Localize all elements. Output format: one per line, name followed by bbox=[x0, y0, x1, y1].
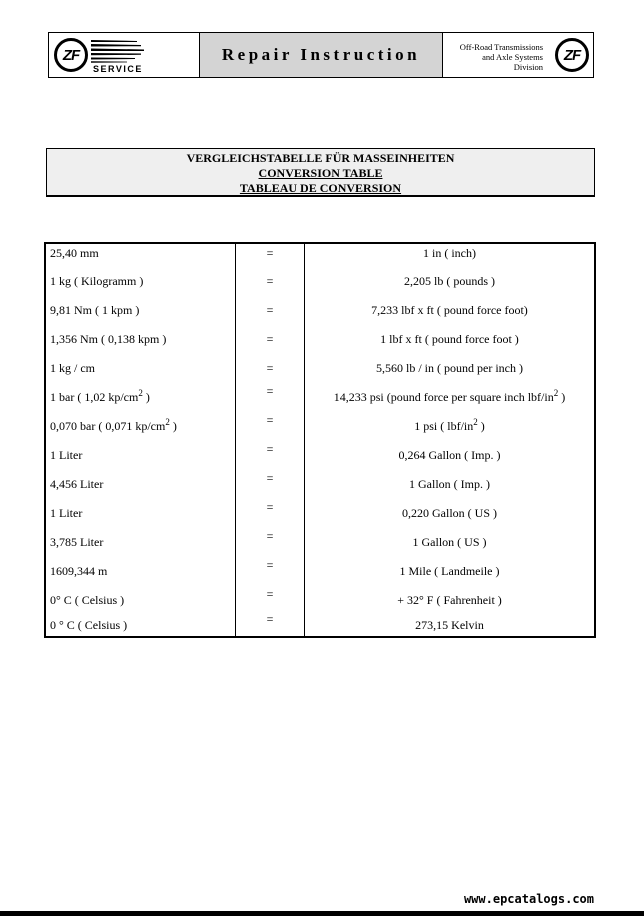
unit-right: 1 lbf x ft ( pound force foot ) bbox=[380, 331, 519, 346]
table-row bbox=[45, 469, 595, 498]
unit-left bbox=[45, 411, 236, 440]
unit-left: 0° C ( Celsius ) bbox=[45, 585, 236, 614]
superscript: 2 bbox=[138, 387, 143, 398]
unit-text: ) bbox=[142, 389, 150, 404]
unit-left: 1,356 Nm ( 0,138 kpm ) bbox=[45, 324, 236, 353]
equals-text: = bbox=[266, 586, 274, 601]
unit-text: ) bbox=[558, 389, 566, 404]
unit-right: 0,220 Gallon ( US ) bbox=[402, 505, 497, 520]
unit-left: 3,785 Liter bbox=[45, 527, 236, 556]
table-row bbox=[45, 324, 595, 353]
equals-sign bbox=[236, 498, 305, 527]
equals-text: = bbox=[266, 528, 274, 543]
unit-left: 1 Liter bbox=[45, 498, 236, 527]
table-row bbox=[45, 411, 595, 440]
table-row bbox=[45, 266, 595, 295]
equals-sign: = bbox=[236, 266, 305, 295]
document-title: Repair Instruction bbox=[200, 33, 443, 77]
equals-sign bbox=[236, 527, 305, 556]
footer-rule bbox=[0, 911, 644, 916]
equals-sign bbox=[236, 614, 305, 637]
equals-sign bbox=[236, 411, 305, 440]
table-row bbox=[45, 353, 595, 382]
table-row bbox=[45, 382, 595, 411]
equals-text: = bbox=[266, 470, 274, 485]
page-header bbox=[48, 32, 594, 78]
equals-sign bbox=[236, 585, 305, 614]
unit-right: 1 Mile ( Landmeile ) bbox=[399, 563, 500, 578]
table-row bbox=[45, 614, 595, 637]
conversion-title-box bbox=[46, 148, 595, 197]
unit-right: 5,560 lb / in ( pound per inch ) bbox=[376, 360, 523, 375]
division-line: and Axle Systems bbox=[482, 52, 543, 62]
unit-left: 25,40 mm bbox=[45, 243, 236, 266]
equals-sign bbox=[236, 469, 305, 498]
table-row bbox=[45, 295, 595, 324]
division-text bbox=[460, 42, 543, 72]
unit-text: ) bbox=[477, 418, 485, 433]
unit-text: 0,070 bar ( 0,071 kp/cm bbox=[50, 418, 166, 433]
service-label: SERVICE bbox=[93, 64, 143, 74]
unit-left: 0 ° C ( Celsius ) bbox=[45, 614, 236, 637]
unit-right: 273,15 Kelvin bbox=[415, 618, 484, 632]
title-english: CONVERSION TABLE bbox=[258, 166, 383, 180]
equals-text: = bbox=[266, 441, 274, 456]
equals-text: = bbox=[266, 412, 274, 427]
unit-left: 1 kg ( Kilogramm ) bbox=[45, 266, 236, 295]
division-block bbox=[443, 33, 593, 77]
unit-right: 1 Gallon ( US ) bbox=[412, 534, 487, 549]
equals-text: = bbox=[266, 383, 274, 398]
equals-sign: = bbox=[236, 353, 305, 382]
unit-text: 1 psi ( lbf/in bbox=[414, 418, 474, 433]
conversion-table bbox=[44, 242, 596, 638]
zf-logo-icon: ZF bbox=[555, 38, 589, 72]
unit-text: 14,233 psi (pound force per square inch lbf/in bbox=[333, 389, 554, 404]
unit-left bbox=[45, 382, 236, 411]
equals-text: = bbox=[266, 557, 274, 572]
unit-left: 1609,344 m bbox=[45, 556, 236, 585]
unit-right bbox=[305, 411, 596, 440]
equals-sign: = bbox=[236, 295, 305, 324]
table-row bbox=[45, 556, 595, 585]
division-line: Division bbox=[513, 62, 543, 72]
superscript: 2 bbox=[553, 387, 559, 398]
unit-right: 7,233 lbf x ft ( pound force foot) bbox=[371, 302, 528, 317]
equals-sign: = bbox=[236, 243, 305, 266]
table-row bbox=[45, 585, 595, 614]
unit-text: 1 bar ( 1,02 kp/cm bbox=[50, 389, 139, 404]
footer-url: www.epcatalogs.com bbox=[463, 892, 594, 906]
equals-text: = bbox=[266, 612, 274, 626]
zf-service-logo bbox=[49, 33, 200, 77]
unit-right: + 32° F ( Fahrenheit ) bbox=[397, 592, 502, 607]
division-line: Off-Road Transmissions bbox=[459, 42, 543, 52]
equals-sign bbox=[236, 440, 305, 469]
unit-right: 1 in ( inch) bbox=[423, 246, 476, 260]
unit-text: ) bbox=[169, 418, 177, 433]
equals-sign: = bbox=[236, 324, 305, 353]
unit-right: 0,264 Gallon ( Imp. ) bbox=[398, 447, 501, 462]
equals-text: = bbox=[266, 499, 274, 514]
equals-sign bbox=[236, 382, 305, 411]
title-french: TABLEAU DE CONVERSION bbox=[239, 181, 402, 195]
unit-left: 4,456 Liter bbox=[45, 469, 236, 498]
superscript: 2 bbox=[165, 416, 170, 427]
speed-stripes-icon bbox=[91, 39, 145, 63]
equals-sign bbox=[236, 556, 305, 585]
table-row bbox=[45, 440, 595, 469]
unit-right: 2,205 lb ( pounds ) bbox=[404, 273, 495, 288]
zf-logo-icon: ZF bbox=[54, 38, 88, 72]
title-german: VERGLEICHSTABELLE FÜR MASSEINHEITEN bbox=[186, 151, 455, 165]
unit-left: 1 Liter bbox=[45, 440, 236, 469]
table-row bbox=[45, 243, 595, 266]
unit-left: 9,81 Nm ( 1 kpm ) bbox=[45, 295, 236, 324]
superscript: 2 bbox=[473, 416, 478, 427]
unit-left: 1 kg / cm bbox=[45, 353, 236, 382]
table-row bbox=[45, 498, 595, 527]
unit-right: 1 Gallon ( Imp. ) bbox=[409, 476, 490, 491]
table-row bbox=[45, 527, 595, 556]
unit-right bbox=[305, 382, 596, 411]
